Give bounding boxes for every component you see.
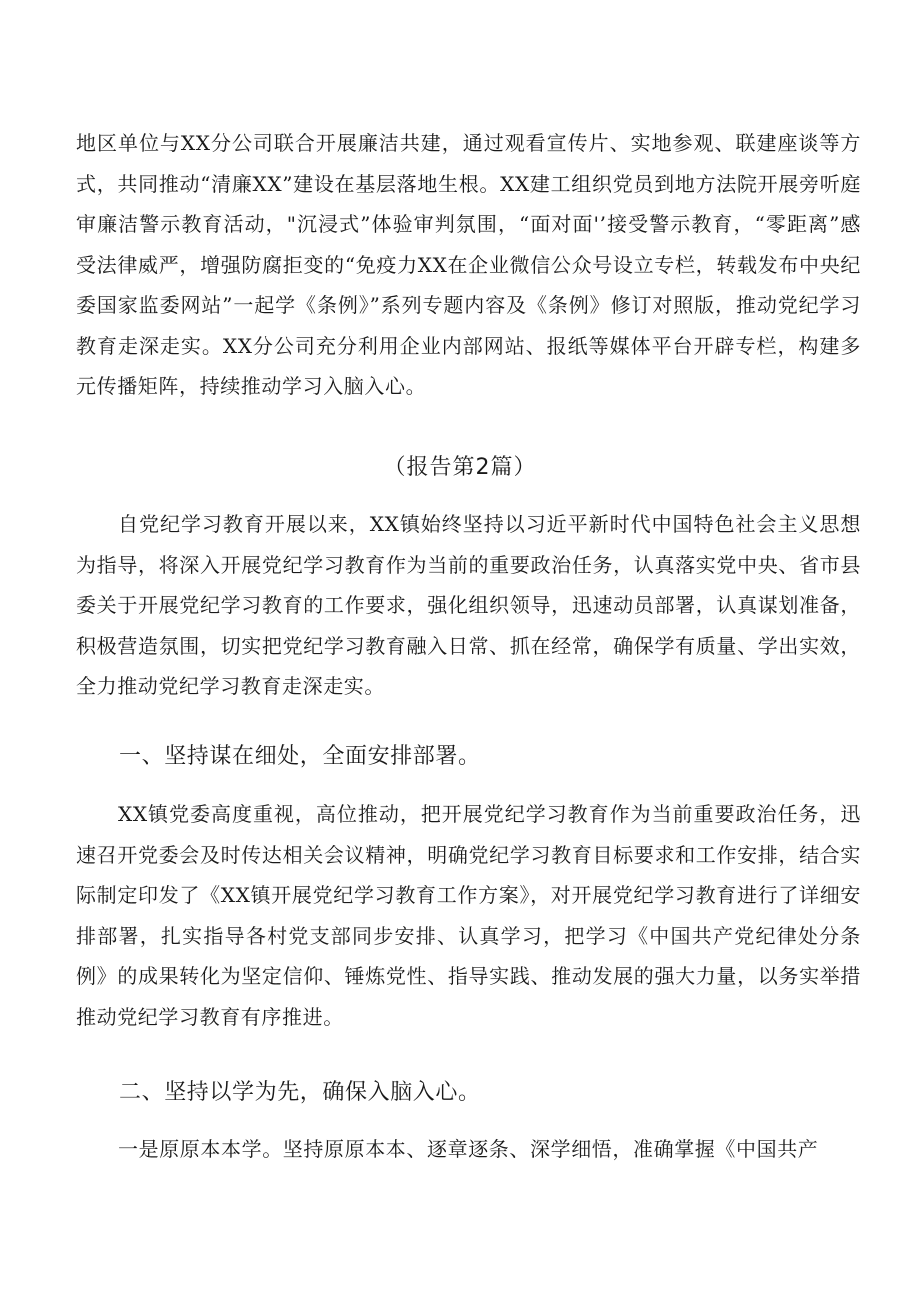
paragraph-intro: 自党纪学习教育开展以来，XX镇始终坚持以习近平新时代中国特色社会主义思想为指导，将深入开展党纪学习教育作为当前的重要政治任务，认真落实党中央、省市县委关于开展党纪学习教育的工作要求，强化组织领导，迅速动员部署，认真谋划准备，积极营造氛围，切实把党纪学习教育融入日常、抓在经常，确保学有质量、学出实效，全力推动党纪学习教育走深走实。 — [76, 512, 861, 698]
paragraph-top: 地区单位与XX分公司联合开展廉洁共建，通过观看宣传片、实地参观、联建座谈等方式，共同推动“清廉XX”建设在基层落地生根。XX建工组织党员到地方法院开展旁听庭审廉洁警示教育活动，"沉浸式”体验审判氛围，“面对面'’接受警示教育，“零距离”感受法律威严，增强防腐拒变的“免疫力XX在企业微信公众号设立专栏，转载发布中央纪委国家监委网站”一起学《条例》”系列专题内容及《条例》修订对照版，推动党纪学习教育走深走实。XX分公司充分利用企业内部网站、报纸等媒体平台开辟专栏，构建多元传播矩阵，持续推动学习入脑入心。 — [76, 131, 861, 398]
paragraph-2: 一是原原本本学。坚持原原本本、逐章逐条、深学细悟，准确掌握《中国共产 — [118, 1137, 819, 1161]
paragraph-1: XX镇党委高度重视，高位推动，把开展党纪学习教育作为当前重要政治任务，迅速召开党委会及时传达相关会议精神，明确党纪学习教育目标要求和工作安排，结合实际制定印发了《XX镇开展党纪学习教育工作方案》，对开展党纪学习教育进行了详细安排部署，扎实指导各村党支部同步安排、认真学习，把学习《中国共产党纪律处分条例》的成果转化为坚定信仰、锤炼党性、指导实践、推动发展的强大力量，以务实举措推动党纪学习教育有序推进。 — [76, 802, 861, 1029]
heading-2: 二、坚持以学为先，确保入脑入心。 — [119, 1080, 481, 1105]
section-subtitle: （报告第2篇） — [383, 455, 537, 480]
heading-1: 一、坚持谋在细处，全面安排部署。 — [119, 744, 481, 769]
